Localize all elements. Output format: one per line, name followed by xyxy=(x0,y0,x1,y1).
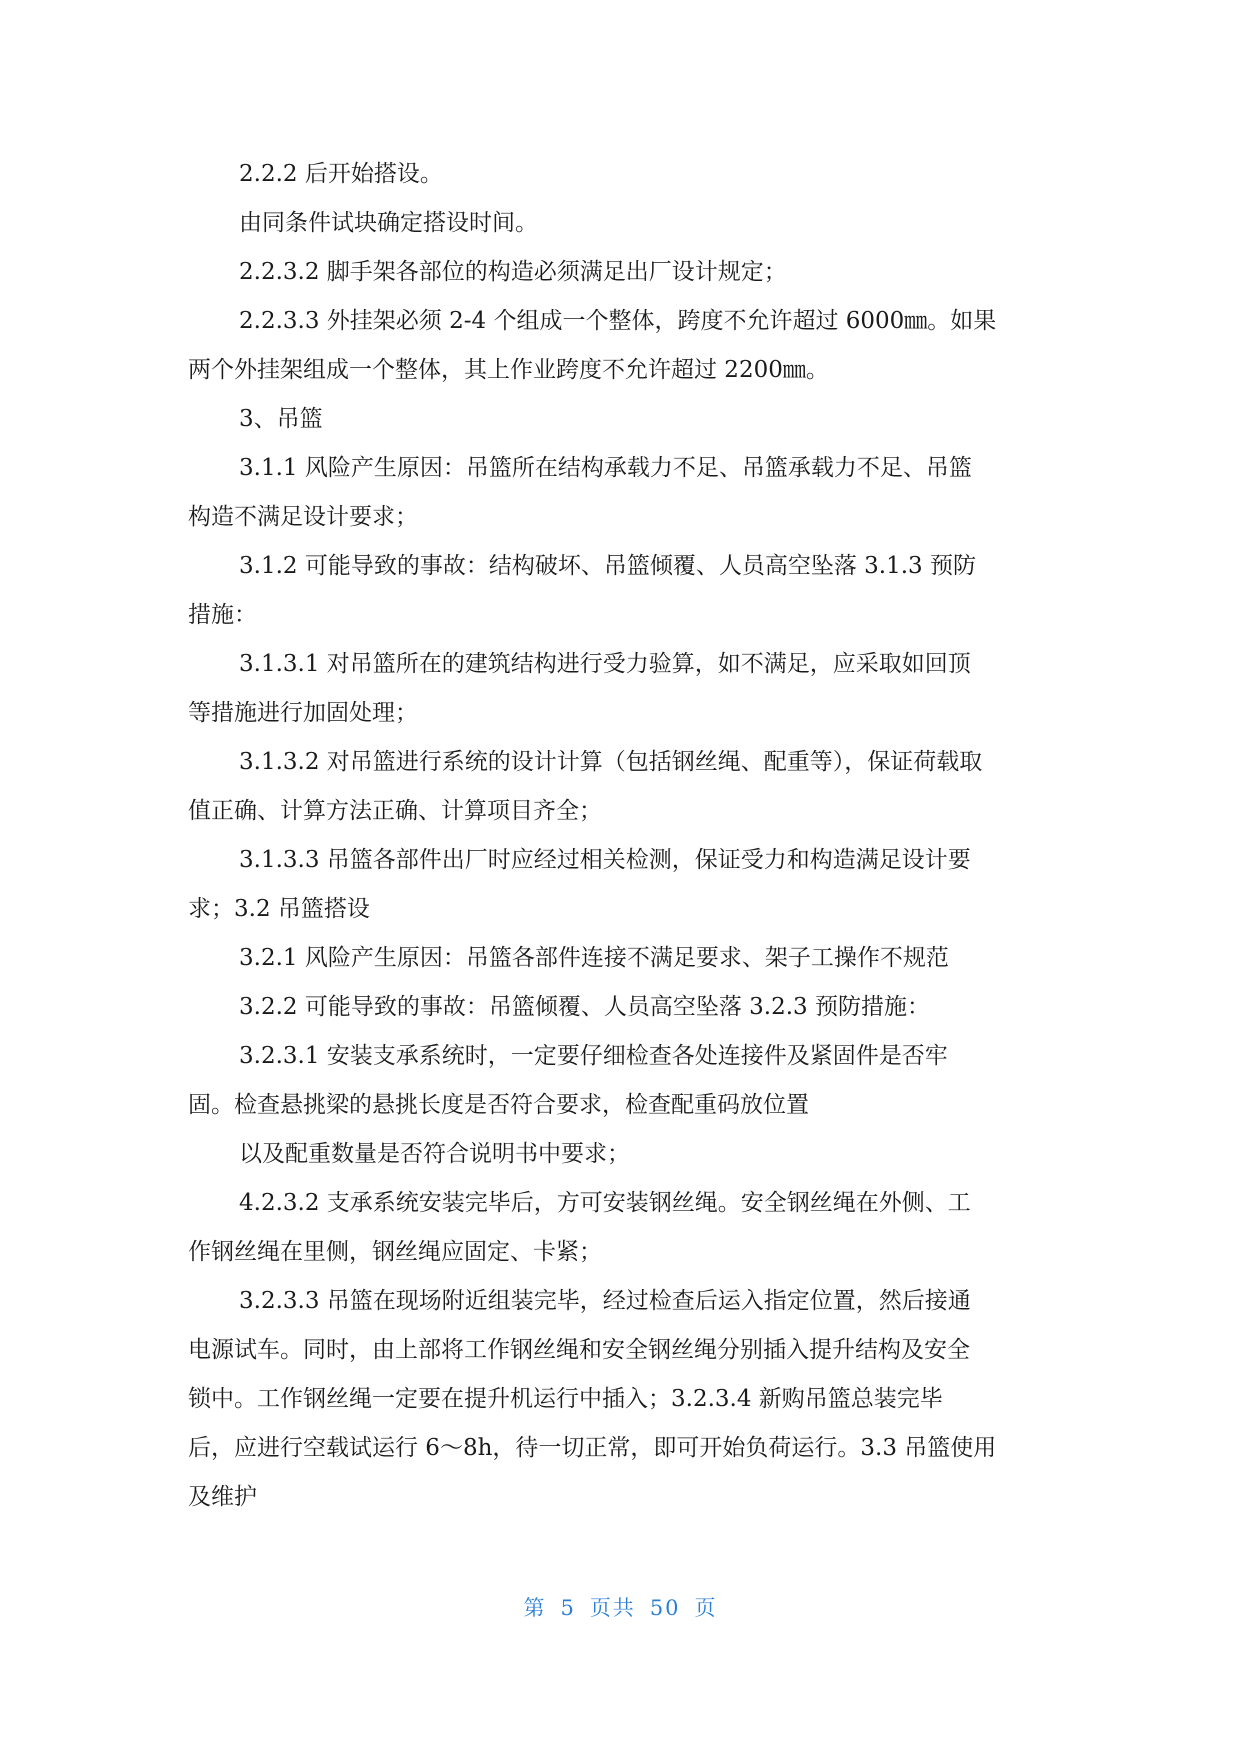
page-footer xyxy=(0,1592,1241,1622)
text-line: 求；3.2 吊篮搭设 xyxy=(188,896,370,922)
text-line: 值正确、计算方法正确、计算项目齐全； xyxy=(188,798,602,824)
text-line: 2.2.2 后开始搭设。 xyxy=(239,161,443,187)
footer-total-pages: 50 xyxy=(649,1596,681,1620)
document-body xyxy=(188,150,1053,1522)
text-line: 2.2.3.2 脚手架各部位的构造必须满足出厂设计规定； xyxy=(239,259,787,285)
text-line: 以及配重数量是否符合说明书中要求； xyxy=(239,1141,630,1167)
text-line: 等措施进行加固处理； xyxy=(188,700,418,726)
text-line: 构造不满足设计要求； xyxy=(188,504,418,530)
footer-prefix: 第 xyxy=(523,1596,547,1620)
footer-current-page: 5 xyxy=(560,1596,576,1620)
text-line: 及维护 xyxy=(188,1484,257,1510)
text-line: 3.2.3.1 安装支承系统时，一定要仔细检查各处连接件及紧固件是否牢 xyxy=(239,1043,948,1069)
text-line: 3.1.1 风险产生原因：吊篮所在结构承载力不足、吊篮承载力不足、吊篮 xyxy=(239,455,972,481)
footer-middle: 页共 xyxy=(589,1596,636,1620)
text-line: 两个外挂架组成一个整体，其上作业跨度不允许超过 2200㎜。 xyxy=(188,357,829,383)
text-line: 3.1.3.3 吊篮各部件出厂时应经过相关检测，保证受力和构造满足设计要 xyxy=(239,847,971,873)
text-line: 3.2.3.3 吊篮在现场附近组装完毕，经过检查后运入指定位置，然后接通 xyxy=(239,1288,971,1314)
text-line: 后，应进行空载试运行 6～8h，待一切正常，即可开始负荷运行。3.3 吊篮使用 xyxy=(188,1435,997,1461)
text-line: 3、吊篮 xyxy=(239,406,323,432)
text-line: 3.1.3.1 对吊篮所在的建筑结构进行受力验算，如不满足，应采取如回顶 xyxy=(239,651,971,677)
text-line: 固。检查悬挑梁的悬挑长度是否符合要求，检查配重码放位置 xyxy=(188,1092,809,1118)
text-line: 3.2.1 风险产生原因：吊篮各部件连接不满足要求、架子工操作不规范 xyxy=(239,945,949,971)
text-line: 锁中。工作钢丝绳一定要在提升机运行中插入；3.2.3.4 新购吊篮总装完毕 xyxy=(188,1386,943,1412)
text-line: 4.2.3.2 支承系统安装完毕后，方可安装钢丝绳。安全钢丝绳在外侧、工 xyxy=(239,1190,971,1216)
footer-suffix: 页 xyxy=(694,1596,718,1620)
text-line: 3.1.2 可能导致的事故：结构破坏、吊篮倾覆、人员高空坠落 3.1.3 预防 xyxy=(239,553,976,579)
text-line: 3.2.2 可能导致的事故：吊篮倾覆、人员高空坠落 3.2.3 预防措施： xyxy=(239,994,930,1020)
text-line: 电源试车。同时，由上部将工作钢丝绳和安全钢丝绳分别插入提升结构及安全 xyxy=(188,1337,970,1363)
text-line: 作钢丝绳在里侧，钢丝绳应固定、卡紧； xyxy=(188,1239,602,1265)
text-line: 由同条件试块确定搭设时间。 xyxy=(239,210,538,236)
text-line: 措施： xyxy=(188,602,257,628)
text-line: 2.2.3.3 外挂架必须 2-4 个组成一个整体，跨度不允许超过 6000㎜。如果 xyxy=(239,308,997,334)
text-line: 3.1.3.2 对吊篮进行系统的设计计算（包括钢丝绳、配重等），保证荷载取 xyxy=(239,749,983,775)
